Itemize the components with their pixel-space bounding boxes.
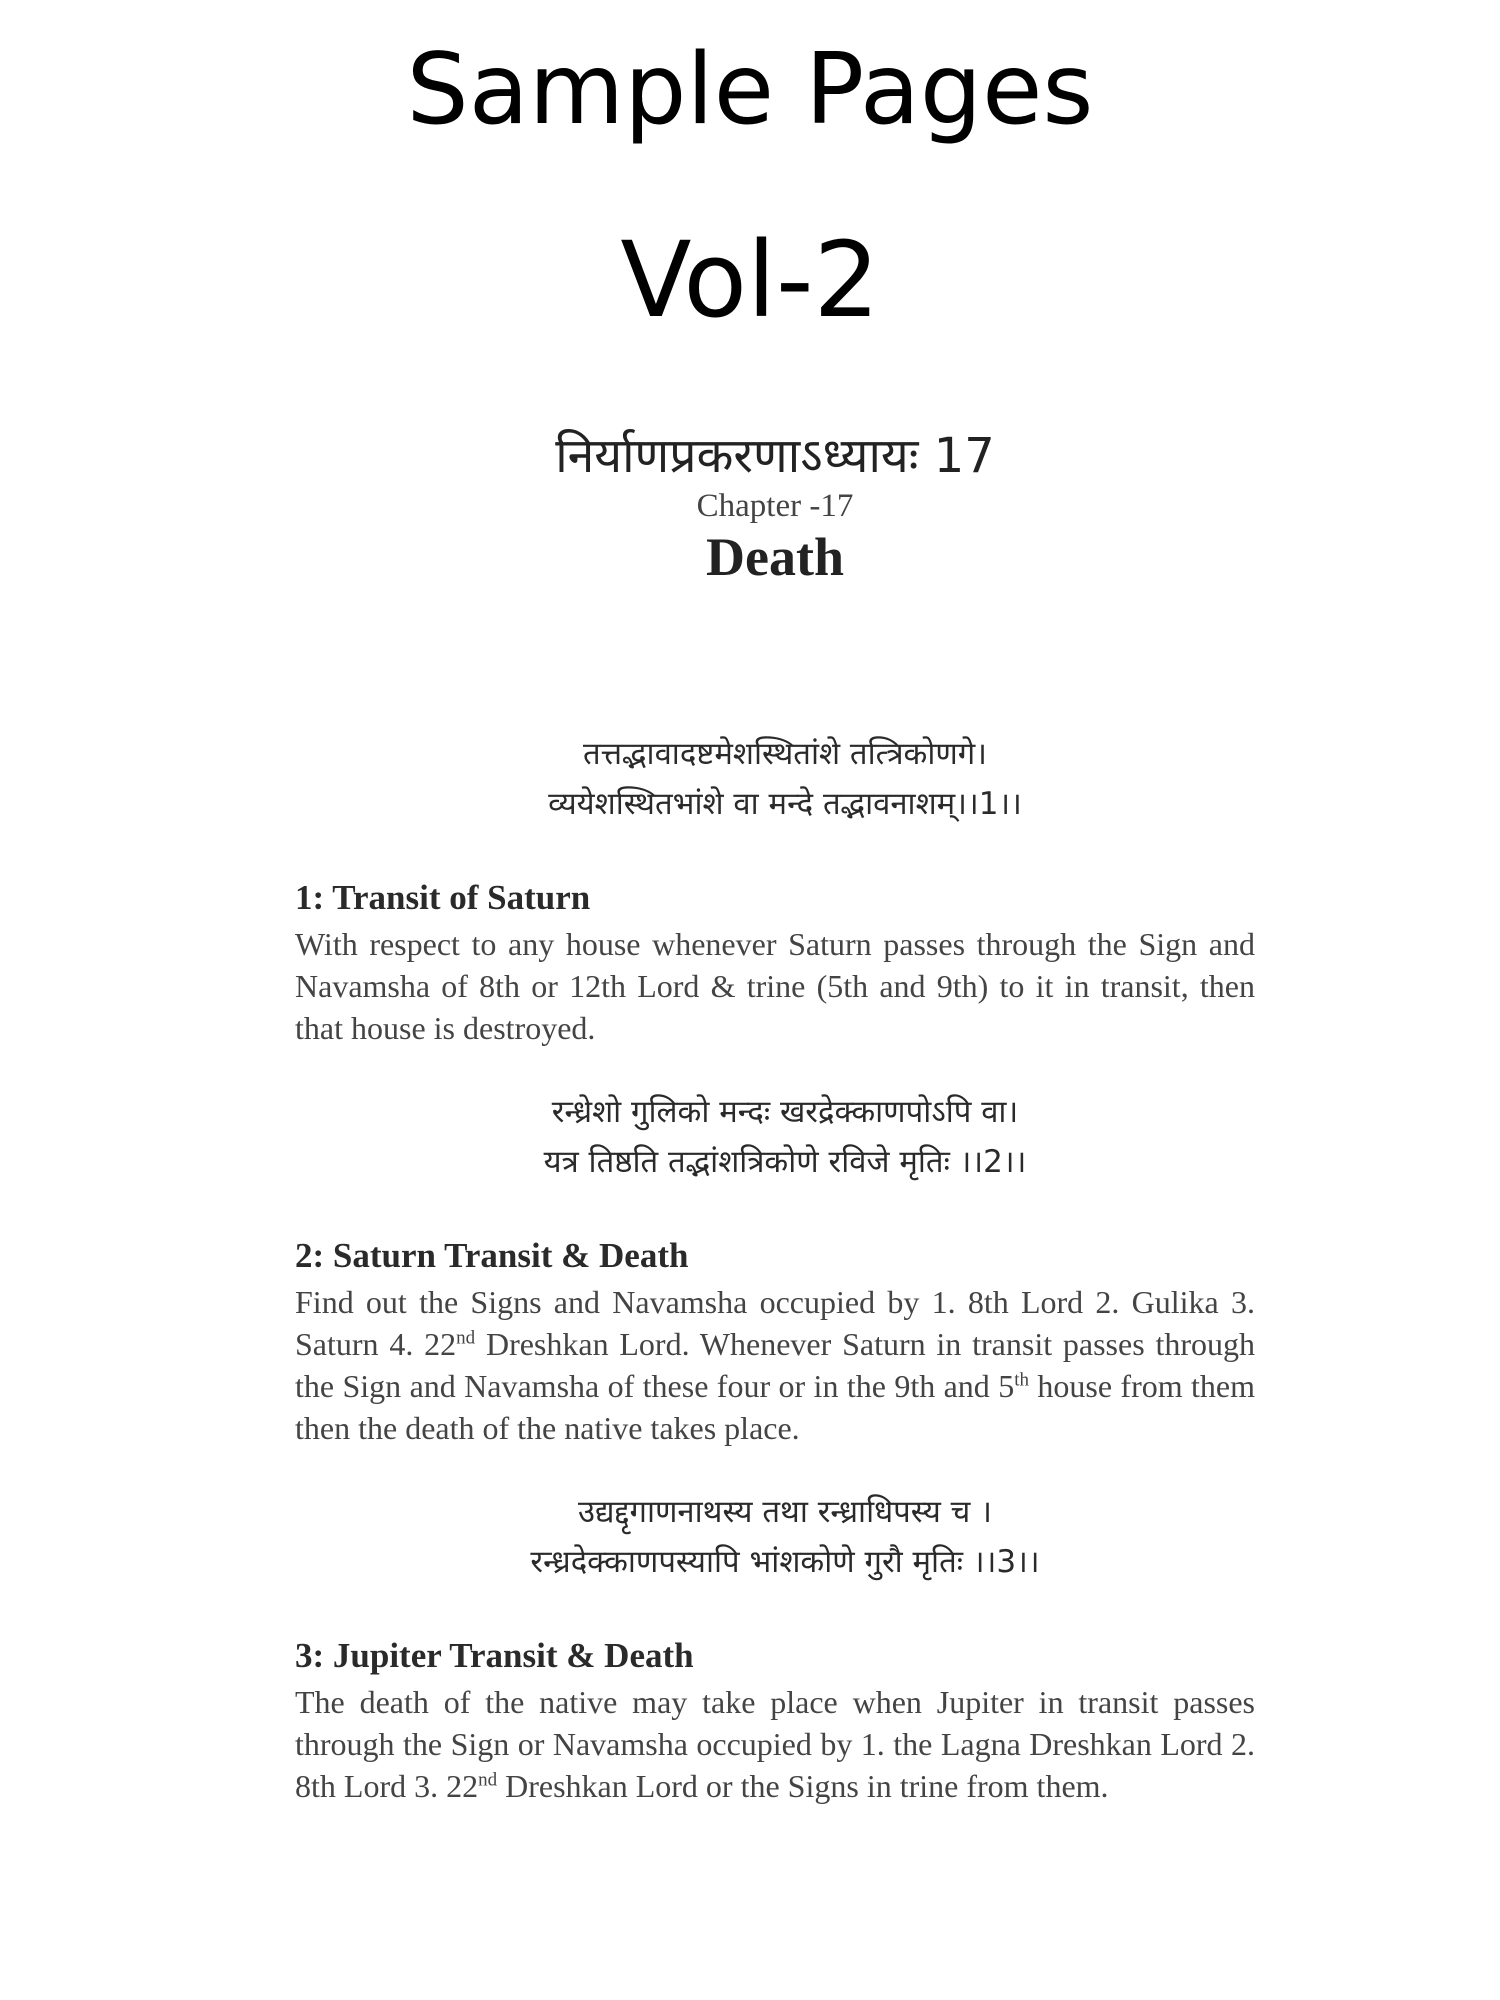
section-body xyxy=(295,1681,1255,1807)
verse-line: व्ययेशस्थितभांशे वा मन्दे तद्भावनाशम्।।1।। xyxy=(548,786,1022,822)
chapter-title: Death xyxy=(706,527,844,587)
chapter-header xyxy=(295,425,1255,589)
section-body: With respect to any house whenever Saturn passes through the Sign and Navamsha of 8th or 12th Lord & trine (5th and 9th) to it in transit, then that house is destroyed. xyxy=(295,926,1255,1046)
verse-line: उद्यद्दृगाणनाथस्य तथा रन्ध्राधिपस्य च । xyxy=(578,1494,992,1530)
body-text: Dreshkan Lord. Whenever Saturn in transit passes through the Sign and Navamsha of these four or in the 9th and 5 xyxy=(295,1326,1256,1404)
body-text: Find out the Signs and Navamsha occupied by 1. 8th Lord 2. Gulika 3. Saturn 4. 22 xyxy=(295,1284,1255,1362)
superscript: nd xyxy=(478,1769,498,1791)
superscript: nd xyxy=(456,1327,476,1349)
superscript: th xyxy=(1014,1369,1029,1391)
section-heading: 1: Transit of Saturn xyxy=(295,878,591,917)
banner-volume: Vol-2 xyxy=(620,219,880,341)
verse-3 xyxy=(315,1487,1255,1587)
verse-1 xyxy=(315,729,1255,829)
chapter-sanskrit-title: निर्याणप्रकरणाऽध्यायः 17 xyxy=(555,428,995,484)
section-body xyxy=(295,1281,1255,1449)
book-page xyxy=(295,425,1255,1807)
verse-line: रन्ध्रेशो गुलिको मन्दः खरद्रेक्काणपोऽपि वा। xyxy=(551,1094,1019,1130)
section-heading: 3: Jupiter Transit & Death xyxy=(295,1636,694,1675)
body-text: The death of the native may take place when Jupiter in transit passes through the Sign or Navamsha occupied by 1. the Lagna Dreshkan Lord 2. 8th Lord 3. 22 xyxy=(295,1684,1255,1804)
banner-title: Sample Pages xyxy=(406,33,1094,147)
body-text: house from them then the death of the native takes place. xyxy=(295,1368,1256,1446)
verse-2 xyxy=(315,1087,1255,1187)
verse-line: तत्तद्भावादष्टमेशस्थितांशे तत्त्रिकोणगे। xyxy=(582,736,988,772)
body-text: Dreshkan Lord or the Signs in trine from them. xyxy=(497,1768,1109,1804)
section-heading: 2: Saturn Transit & Death xyxy=(295,1236,689,1275)
verse-line: रन्ध्रदेक्काणपस्यापि भांशकोणे गुरौ मृतिः ।।3।। xyxy=(530,1544,1040,1580)
chapter-number: Chapter -17 xyxy=(696,488,854,524)
verse-line: यत्र तिष्ठति तद्भांशत्रिकोणे रविजे मृतिः ।।2।। xyxy=(543,1144,1027,1180)
